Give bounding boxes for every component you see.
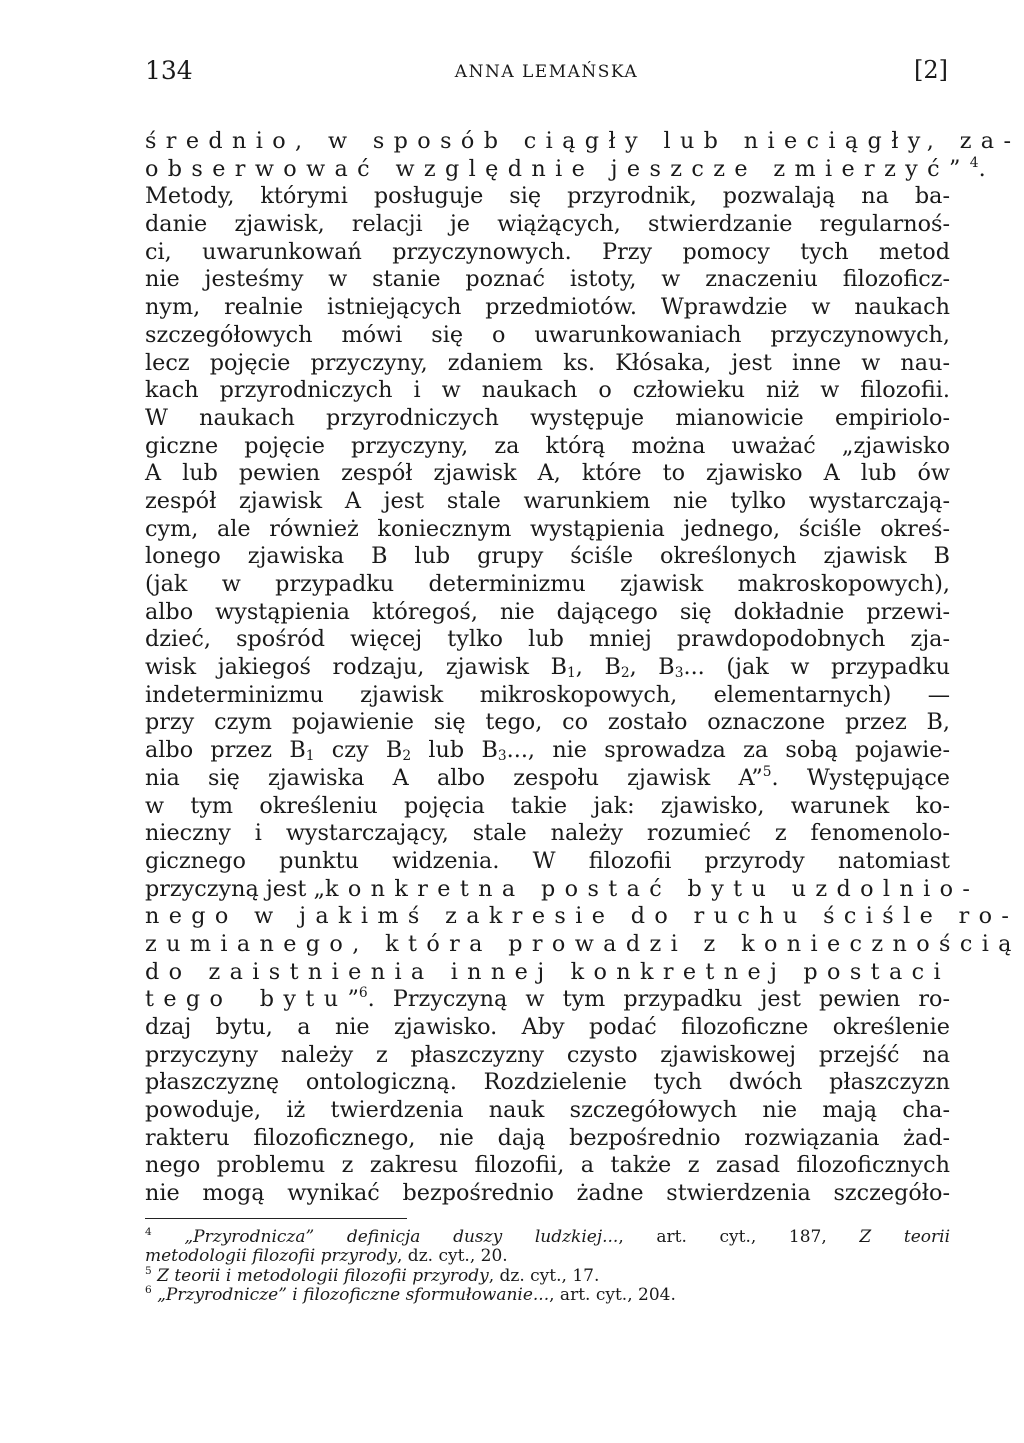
body-line: albo wystąpienia któregoś, nie dającego się dokładnie przewi- <box>145 598 950 625</box>
body-line: giczne pojęcie przyczyny, za którą można uważać „zjawisko <box>145 432 950 459</box>
body-line: rakteru filozoficznego, nie dają bezpośrednio rozwiązania żad- <box>145 1124 950 1151</box>
body-line: wisk jakiegoś rodzaju, zjawisk $B_1$, $B_2$, $B_3$... (jak w przypadku <box>145 654 950 681</box>
body-line: nia się zjawiska A albo zespołu zjawisk A”$^5$. Występujące <box>145 763 950 791</box>
body-line: zumianego, która prowadzi z koniecznością <box>145 930 1021 957</box>
body-line: A lub pewien zespół zjawisk A, które to zjawisko A lub ów <box>145 460 950 487</box>
running-header <box>145 56 948 96</box>
body-line: płaszczyznę ontologiczną. Rozdzielenie tych dwóch płaszczyzn <box>145 1069 950 1096</box>
footnote-divider <box>145 1218 407 1219</box>
body-line: do zaistnienia innej konkretnej postaci <box>145 958 950 985</box>
body-line: danie zjawisk, relacji je wiążących, stwierdzanie regularnoś- <box>145 211 950 238</box>
footnote-marker: 6 <box>145 1284 152 1297</box>
body-line: powoduje, iż twierdzenia nauk szczegółowych nie mają cha- <box>145 1097 950 1124</box>
footnote-line: metodologii filozofii przyrody, dz. cyt., 20. <box>145 1246 508 1267</box>
body-line: zespół zjawisk A jest stale warunkiem nie tylko wystarczają- <box>145 487 950 514</box>
body-line: ci, uwarunkowań przyczynowych. Przy pomocy tych metod <box>145 238 950 265</box>
footnote-line: $^4$ „Przyrodnicza” definicja duszy ludzkiej..., art. cyt., 187, Z teorii <box>145 1226 950 1247</box>
body-line: nym, realnie istniejących przedmiotów. Wprawdzie w naukach <box>145 294 950 321</box>
body-line: nego w jakimś zakresie do ruchu ściśle ro- <box>145 903 1019 930</box>
body-line: przyczyną jest „konkretna postać bytu uzdolnio- <box>145 875 980 902</box>
footnote-line: $^5$ Z teorii i metodologii filozofii przyrody, dz. cyt., 17. <box>145 1264 600 1286</box>
body-line: nie jesteśmy w stanie poznać istoty, w znaczeniu filozoficz- <box>145 266 950 293</box>
body-line: dzaj bytu, a nie zjawisko. Aby podać filozoficzne określenie <box>145 1014 950 1040</box>
running-title: ANNA LEMAŃSKA <box>454 62 639 82</box>
body-line: w tym określeniu pojęcia takie jak: zjawisko, warunek ko- <box>145 792 950 819</box>
body-line: nego problemu z zakresu filozofii, a także z zasad filozoficznych <box>145 1152 950 1179</box>
footnotes <box>145 1228 950 1306</box>
footnote-line: $^6$ „Przyrodnicze” i filozoficzne sformułowanie..., art. cyt., 204. <box>145 1284 676 1306</box>
footnote-marker: 4 <box>145 1226 152 1239</box>
body-line: dzieć, spośród więcej tylko lub mniej prawdopodobnych zja- <box>145 626 950 653</box>
body-line: gicznego punktu widzenia. W filozofii przyrody natomiast <box>145 847 950 874</box>
body-text <box>145 128 1021 1208</box>
body-line: Metody, którymi posługuje się przyrodnik, pozwalają na ba- <box>145 183 950 210</box>
body-line: przyczyny należy z płaszczyzny czysto zjawiskowej przejść na <box>145 1041 950 1068</box>
footnote-marker: 5 <box>145 1264 152 1277</box>
body-line: szczegółowych mówi się o uwarunkowaniach przyczynowych, <box>145 321 950 348</box>
page-number: 134 <box>145 56 193 85</box>
body-line: cym, ale również koniecznym wystąpienia jednego, ściśle okreś- <box>145 515 950 542</box>
body-line: albo przez $B_1$ czy $B_2$ lub $B_3$..., nie sprowadza za sobą pojawie- <box>145 737 950 764</box>
body-line: przy czym pojawienie się tego, co zostało oznaczone przez B, <box>145 709 950 736</box>
body-line: indeterminizmu zjawisk mikroskopowych, elementarnych) — <box>145 681 950 708</box>
body-line: W naukach przyrodniczych występuje mianowicie empiriolo- <box>145 404 950 431</box>
body-line: średnio, w sposób ciągły lub nieciągły, za- <box>145 128 1021 154</box>
body-line: (jak w przypadku determinizmu zjawisk makroskopowych), <box>145 571 950 597</box>
section-number: [2] <box>914 56 948 84</box>
body-line: nie mogą wynikać bezpośrednio żadne stwierdzenia szczegóło- <box>145 1180 950 1207</box>
body-line: nieczny i wystarczający, stale należy rozumieć z fenomenolo- <box>145 820 950 847</box>
body-line: tego bytu”$^6$. Przyczyną w tym przypadku jest pewien ro- <box>145 985 950 1013</box>
body-line: lonego zjawiska B lub grupy ściśle określonych zjawisk B <box>145 543 950 570</box>
body-line: kach przyrodniczych i w naukach o człowieku niż w filozofii. <box>145 377 950 404</box>
body-line: obserwować względnie jeszcze zmierzyć”$^4$. <box>145 154 986 182</box>
body-line: lecz pojęcie przyczyny, zdaniem ks. Kłósaka, jest inne w nau- <box>145 349 950 376</box>
